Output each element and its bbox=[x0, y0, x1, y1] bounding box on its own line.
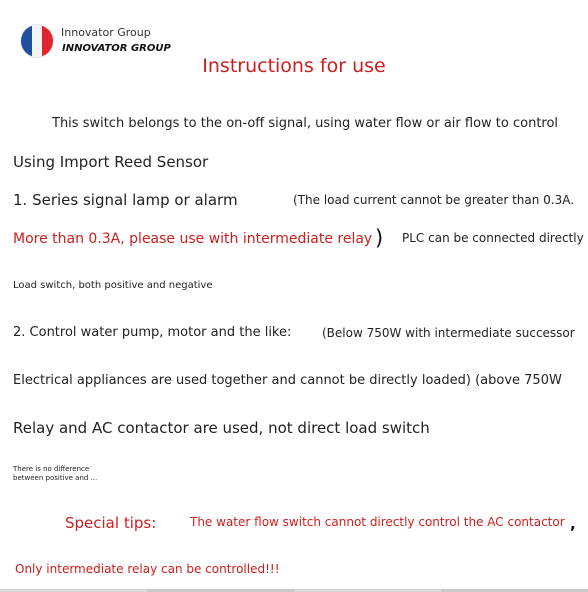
trailing-comma: , bbox=[570, 515, 576, 533]
brand-subtitle: INNOVATOR GROUP bbox=[62, 43, 171, 54]
page-title: Instructions for use bbox=[202, 55, 386, 77]
item2-heading: 2. Control water pump, motor and the like: bbox=[13, 325, 292, 340]
flag-blue-band bbox=[21, 25, 32, 57]
france-flag-icon bbox=[21, 25, 53, 57]
small-note-line2: between positive and ... bbox=[13, 474, 98, 482]
item1-warning: More than 0.3A, please use with intermediate relay bbox=[13, 231, 373, 247]
only-relay-warning: Only intermediate relay can be controlled!!! bbox=[15, 562, 280, 576]
relay-contactor-text: Relay and AC contactor are used, not direct load switch bbox=[13, 419, 430, 437]
intro-text: This switch belongs to the on-off signal, using water flow or air flow to control bbox=[52, 116, 559, 131]
electrical-appliances-text: Electrical appliances are used together and cannot be directly loaded) (above 750W bbox=[13, 373, 562, 388]
plc-note: PLC can be connected directly bbox=[402, 231, 584, 245]
closing-parenthesis: ) bbox=[375, 226, 384, 250]
item2-note: (Below 750W with intermediate successor bbox=[322, 326, 575, 340]
flag-white-band bbox=[32, 25, 43, 57]
small-note-line1: There is no difference bbox=[13, 465, 90, 473]
flag-red-band bbox=[42, 25, 53, 57]
special-tips-text: The water flow switch cannot directly control the AC contactor bbox=[190, 515, 565, 529]
item1-heading: 1. Series signal lamp or alarm bbox=[13, 191, 238, 209]
brand-name: Innovator Group bbox=[61, 26, 151, 39]
item1-note: (The load current cannot be greater than 0.3A. bbox=[293, 193, 575, 207]
load-switch-text: Load switch, both positive and negative bbox=[13, 280, 213, 291]
special-tips-label: Special tips: bbox=[65, 514, 157, 532]
reed-sensor-text: Using Import Reed Sensor bbox=[13, 153, 209, 171]
